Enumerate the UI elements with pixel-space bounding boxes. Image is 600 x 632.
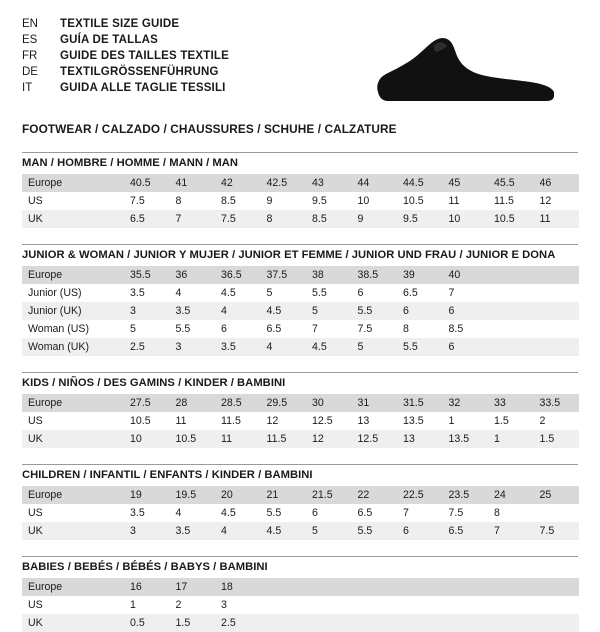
row-label: Europe xyxy=(22,266,124,284)
size-cell: 3.5 xyxy=(215,338,261,356)
size-cell: 7 xyxy=(306,320,352,338)
size-cell: 45.5 xyxy=(488,174,534,192)
size-cell: 6 xyxy=(397,302,443,320)
language-code: ES xyxy=(22,34,38,46)
row-label: US xyxy=(22,596,124,614)
language-code: FR xyxy=(22,50,38,62)
size-table xyxy=(22,394,579,448)
size-cell: 5 xyxy=(306,302,352,320)
size-cell: 13 xyxy=(397,430,443,448)
size-cell: 7 xyxy=(170,210,216,228)
size-cell: 8.5 xyxy=(215,192,261,210)
size-section xyxy=(22,152,578,228)
size-cell: 7.5 xyxy=(215,210,261,228)
row-label: Junior (UK) xyxy=(22,302,124,320)
size-cell: 38.5 xyxy=(352,266,398,284)
language-titles xyxy=(22,16,229,96)
size-cell: 19.5 xyxy=(170,486,216,504)
table-row xyxy=(22,210,579,228)
row-label: UK xyxy=(22,430,124,448)
size-cell: 6 xyxy=(352,284,398,302)
size-cell: 22.5 xyxy=(397,486,443,504)
language-row xyxy=(22,64,229,80)
size-cell: 5.5 xyxy=(352,302,398,320)
size-cell: 4 xyxy=(170,504,216,522)
row-label: Europe xyxy=(22,486,124,504)
size-cell: 6.5 xyxy=(397,284,443,302)
size-cell: 6.5 xyxy=(352,504,398,522)
size-table xyxy=(22,266,579,356)
size-section xyxy=(22,244,578,356)
size-cell: 1.5 xyxy=(488,412,534,430)
size-cell xyxy=(352,614,398,632)
size-cell: 5 xyxy=(124,320,170,338)
size-cell: 7.5 xyxy=(443,504,489,522)
size-cell: 4.5 xyxy=(306,338,352,356)
table-row xyxy=(22,284,579,302)
section-divider xyxy=(22,556,578,557)
size-cell: 27.5 xyxy=(124,394,170,412)
size-cell: 44.5 xyxy=(397,174,443,192)
row-label: Europe xyxy=(22,174,124,192)
size-cell xyxy=(534,266,580,284)
size-cell: 1.5 xyxy=(170,614,216,632)
size-cell: 4 xyxy=(261,338,307,356)
table-row xyxy=(22,302,579,320)
size-cell: 40 xyxy=(443,266,489,284)
size-cell: 6.5 xyxy=(124,210,170,228)
page-header xyxy=(22,16,578,108)
size-table xyxy=(22,578,579,632)
size-cell xyxy=(534,596,580,614)
size-cell: 4 xyxy=(215,302,261,320)
size-cell xyxy=(488,266,534,284)
size-cell: 21.5 xyxy=(306,486,352,504)
size-cell: 4.5 xyxy=(261,302,307,320)
size-cell xyxy=(534,302,580,320)
size-cell: 46 xyxy=(534,174,580,192)
size-cell xyxy=(534,284,580,302)
section-divider xyxy=(22,244,578,245)
size-cell: 21 xyxy=(261,486,307,504)
size-cell: 1 xyxy=(124,596,170,614)
size-cell: 31.5 xyxy=(397,394,443,412)
size-cell: 8 xyxy=(488,504,534,522)
language-row xyxy=(22,32,229,48)
size-cell: 10 xyxy=(443,210,489,228)
size-cell xyxy=(488,614,534,632)
table-row xyxy=(22,504,579,522)
size-cell: 10.5 xyxy=(397,192,443,210)
row-label: Woman (UK) xyxy=(22,338,124,356)
size-cell xyxy=(306,578,352,596)
size-cell: 11 xyxy=(534,210,580,228)
size-cell: 42 xyxy=(215,174,261,192)
size-cell: 6 xyxy=(443,338,489,356)
size-cell: 12 xyxy=(261,412,307,430)
size-cell xyxy=(534,338,580,356)
size-cell: 6.5 xyxy=(261,320,307,338)
size-cell: 1 xyxy=(443,412,489,430)
section-title: MAN / HOMBRE / HOMME / MANN / MAN xyxy=(22,157,239,169)
size-cell: 6 xyxy=(397,522,443,540)
size-cell: 9.5 xyxy=(306,192,352,210)
size-cell: 5 xyxy=(261,284,307,302)
language-code: DE xyxy=(22,66,38,78)
size-cell xyxy=(352,578,398,596)
size-cell: 29.5 xyxy=(261,394,307,412)
size-cell: 42.5 xyxy=(261,174,307,192)
footwear-section-title: FOOTWEAR / CALZADO / CHAUSSURES / SCHUHE / CALZATURE xyxy=(22,122,397,136)
size-cell: 28.5 xyxy=(215,394,261,412)
size-cell: 31 xyxy=(352,394,398,412)
size-cell: 8.5 xyxy=(306,210,352,228)
section-divider xyxy=(22,372,578,373)
language-row xyxy=(22,80,229,96)
size-cell: 36 xyxy=(170,266,216,284)
size-cell: 44 xyxy=(352,174,398,192)
size-cell xyxy=(534,614,580,632)
size-cell xyxy=(534,320,580,338)
language-title: TEXTILE SIZE GUIDE xyxy=(60,18,180,30)
size-cell: 12 xyxy=(534,192,580,210)
row-label: US xyxy=(22,192,124,210)
table-row xyxy=(22,486,579,504)
size-cell: 5 xyxy=(306,522,352,540)
size-cell: 19 xyxy=(124,486,170,504)
size-cell: 5.5 xyxy=(352,522,398,540)
table-row xyxy=(22,596,579,614)
row-label: Woman (US) xyxy=(22,320,124,338)
size-cell: 8.5 xyxy=(443,320,489,338)
size-cell: 22 xyxy=(352,486,398,504)
table-row xyxy=(22,320,579,338)
section-title: CHILDREN / INFANTIL / ENFANTS / KINDER / BAMBINI xyxy=(22,469,313,481)
size-cell: 13.5 xyxy=(443,430,489,448)
size-cell: 8 xyxy=(261,210,307,228)
table-row xyxy=(22,430,579,448)
size-cell: 2 xyxy=(170,596,216,614)
size-cell: 10.5 xyxy=(124,412,170,430)
row-label: US xyxy=(22,504,124,522)
size-cell: 3.5 xyxy=(170,522,216,540)
size-cell: 7.5 xyxy=(124,192,170,210)
size-cell xyxy=(443,614,489,632)
size-cell: 45 xyxy=(443,174,489,192)
size-cell: 28 xyxy=(170,394,216,412)
size-cell: 9 xyxy=(261,192,307,210)
table-row xyxy=(22,174,579,192)
size-cell: 3.5 xyxy=(124,284,170,302)
size-cell: 5.5 xyxy=(170,320,216,338)
size-cell: 2 xyxy=(534,412,580,430)
table-row xyxy=(22,614,579,632)
language-titles-body xyxy=(22,16,229,96)
size-cell: 32 xyxy=(443,394,489,412)
table-row xyxy=(22,394,579,412)
size-cell: 12.5 xyxy=(352,430,398,448)
size-cell xyxy=(306,614,352,632)
row-label: Europe xyxy=(22,578,124,596)
table-row xyxy=(22,412,579,430)
size-cell: 12.5 xyxy=(306,412,352,430)
size-cell: 36.5 xyxy=(215,266,261,284)
table-row xyxy=(22,578,579,596)
size-cell: 1 xyxy=(488,430,534,448)
size-cell xyxy=(261,614,307,632)
size-cell: 3 xyxy=(124,302,170,320)
size-table xyxy=(22,486,579,540)
size-cell: 4.5 xyxy=(215,504,261,522)
size-cell: 7 xyxy=(488,522,534,540)
size-cell: 43 xyxy=(306,174,352,192)
language-title: GUIDA ALLE TAGLIE TESSILI xyxy=(60,82,226,94)
size-cell xyxy=(488,338,534,356)
size-cell: 8 xyxy=(170,192,216,210)
size-cell: 16 xyxy=(124,578,170,596)
size-cell xyxy=(488,596,534,614)
size-cell: 17 xyxy=(170,578,216,596)
size-cell xyxy=(397,578,443,596)
size-table xyxy=(22,174,579,228)
size-cell: 11.5 xyxy=(261,430,307,448)
language-row xyxy=(22,48,229,64)
size-cell xyxy=(261,596,307,614)
size-cell: 7 xyxy=(397,504,443,522)
size-cell xyxy=(397,596,443,614)
size-cell: 38 xyxy=(306,266,352,284)
size-cell: 2.5 xyxy=(124,338,170,356)
section-title: JUNIOR & WOMAN / JUNIOR Y MUJER / JUNIOR ET FEMME / JUNIOR UND FRAU / JUNIOR E DONA xyxy=(22,249,556,261)
size-cell: 4.5 xyxy=(215,284,261,302)
size-cell: 33 xyxy=(488,394,534,412)
size-cell: 18 xyxy=(215,578,261,596)
language-title: TEXTILGRÖSSENFÜHRUNG xyxy=(60,66,219,78)
size-cell: 8 xyxy=(397,320,443,338)
size-sections xyxy=(22,152,578,632)
size-cell: 13 xyxy=(352,412,398,430)
table-row xyxy=(22,338,579,356)
size-cell xyxy=(488,578,534,596)
size-cell xyxy=(534,504,580,522)
size-cell xyxy=(397,614,443,632)
dress-shoe-icon xyxy=(370,34,560,106)
size-cell: 24 xyxy=(488,486,534,504)
size-cell: 11 xyxy=(443,192,489,210)
size-cell: 13.5 xyxy=(397,412,443,430)
size-cell: 11.5 xyxy=(215,412,261,430)
size-cell: 4 xyxy=(170,284,216,302)
size-cell: 11 xyxy=(170,412,216,430)
size-cell: 9.5 xyxy=(397,210,443,228)
size-cell: 5.5 xyxy=(261,504,307,522)
size-cell: 40.5 xyxy=(124,174,170,192)
table-row xyxy=(22,266,579,284)
size-cell: 11 xyxy=(215,430,261,448)
row-label: Junior (US) xyxy=(22,284,124,302)
size-cell: 4.5 xyxy=(261,522,307,540)
size-section xyxy=(22,372,578,448)
language-code: EN xyxy=(22,18,38,30)
size-cell xyxy=(443,578,489,596)
size-cell: 25 xyxy=(534,486,580,504)
section-title: BABIES / BEBÉS / BÉBÉS / BABYS / BAMBINI xyxy=(22,561,268,573)
size-cell: 30 xyxy=(306,394,352,412)
language-row xyxy=(22,16,229,32)
size-cell: 3 xyxy=(215,596,261,614)
size-cell: 20 xyxy=(215,486,261,504)
size-cell: 35.5 xyxy=(124,266,170,284)
size-cell: 41 xyxy=(170,174,216,192)
size-cell xyxy=(534,578,580,596)
size-section xyxy=(22,464,578,540)
section-divider xyxy=(22,152,578,153)
size-cell: 2.5 xyxy=(215,614,261,632)
language-title: GUIDE DES TAILLES TEXTILE xyxy=(60,50,229,62)
row-label: UK xyxy=(22,210,124,228)
size-cell: 23.5 xyxy=(443,486,489,504)
size-section xyxy=(22,556,578,632)
size-cell xyxy=(488,320,534,338)
size-cell: 12 xyxy=(306,430,352,448)
row-label: US xyxy=(22,412,124,430)
language-title: GUÍA DE TALLAS xyxy=(60,34,158,46)
size-cell: 3 xyxy=(124,522,170,540)
size-cell: 39 xyxy=(397,266,443,284)
size-cell: 7.5 xyxy=(352,320,398,338)
size-cell: 0.5 xyxy=(124,614,170,632)
size-cell: 3.5 xyxy=(170,302,216,320)
size-cell: 9 xyxy=(352,210,398,228)
size-cell: 6 xyxy=(215,320,261,338)
size-cell: 6 xyxy=(443,302,489,320)
section-title: KIDS / NIÑOS / DES GAMINS / KINDER / BAMBINI xyxy=(22,377,286,389)
size-cell: 1.5 xyxy=(534,430,580,448)
size-cell: 10 xyxy=(124,430,170,448)
size-cell: 6 xyxy=(306,504,352,522)
size-cell: 3.5 xyxy=(124,504,170,522)
size-cell: 7.5 xyxy=(534,522,580,540)
size-cell: 37.5 xyxy=(261,266,307,284)
size-cell: 10.5 xyxy=(488,210,534,228)
size-cell: 7 xyxy=(443,284,489,302)
size-cell xyxy=(352,596,398,614)
table-row xyxy=(22,192,579,210)
row-label: Europe xyxy=(22,394,124,412)
size-cell xyxy=(488,302,534,320)
size-cell: 4 xyxy=(215,522,261,540)
section-divider xyxy=(22,464,578,465)
size-cell xyxy=(306,596,352,614)
size-cell xyxy=(443,596,489,614)
size-cell: 11.5 xyxy=(488,192,534,210)
size-cell xyxy=(261,578,307,596)
size-cell: 5.5 xyxy=(306,284,352,302)
language-code: IT xyxy=(22,82,33,94)
size-cell: 10.5 xyxy=(170,430,216,448)
table-row xyxy=(22,522,579,540)
size-cell: 10 xyxy=(352,192,398,210)
size-cell: 3 xyxy=(170,338,216,356)
size-cell xyxy=(488,284,534,302)
size-cell: 5 xyxy=(352,338,398,356)
size-cell: 5.5 xyxy=(397,338,443,356)
row-label: UK xyxy=(22,522,124,540)
row-label: UK xyxy=(22,614,124,632)
size-cell: 6.5 xyxy=(443,522,489,540)
size-cell: 33.5 xyxy=(534,394,580,412)
